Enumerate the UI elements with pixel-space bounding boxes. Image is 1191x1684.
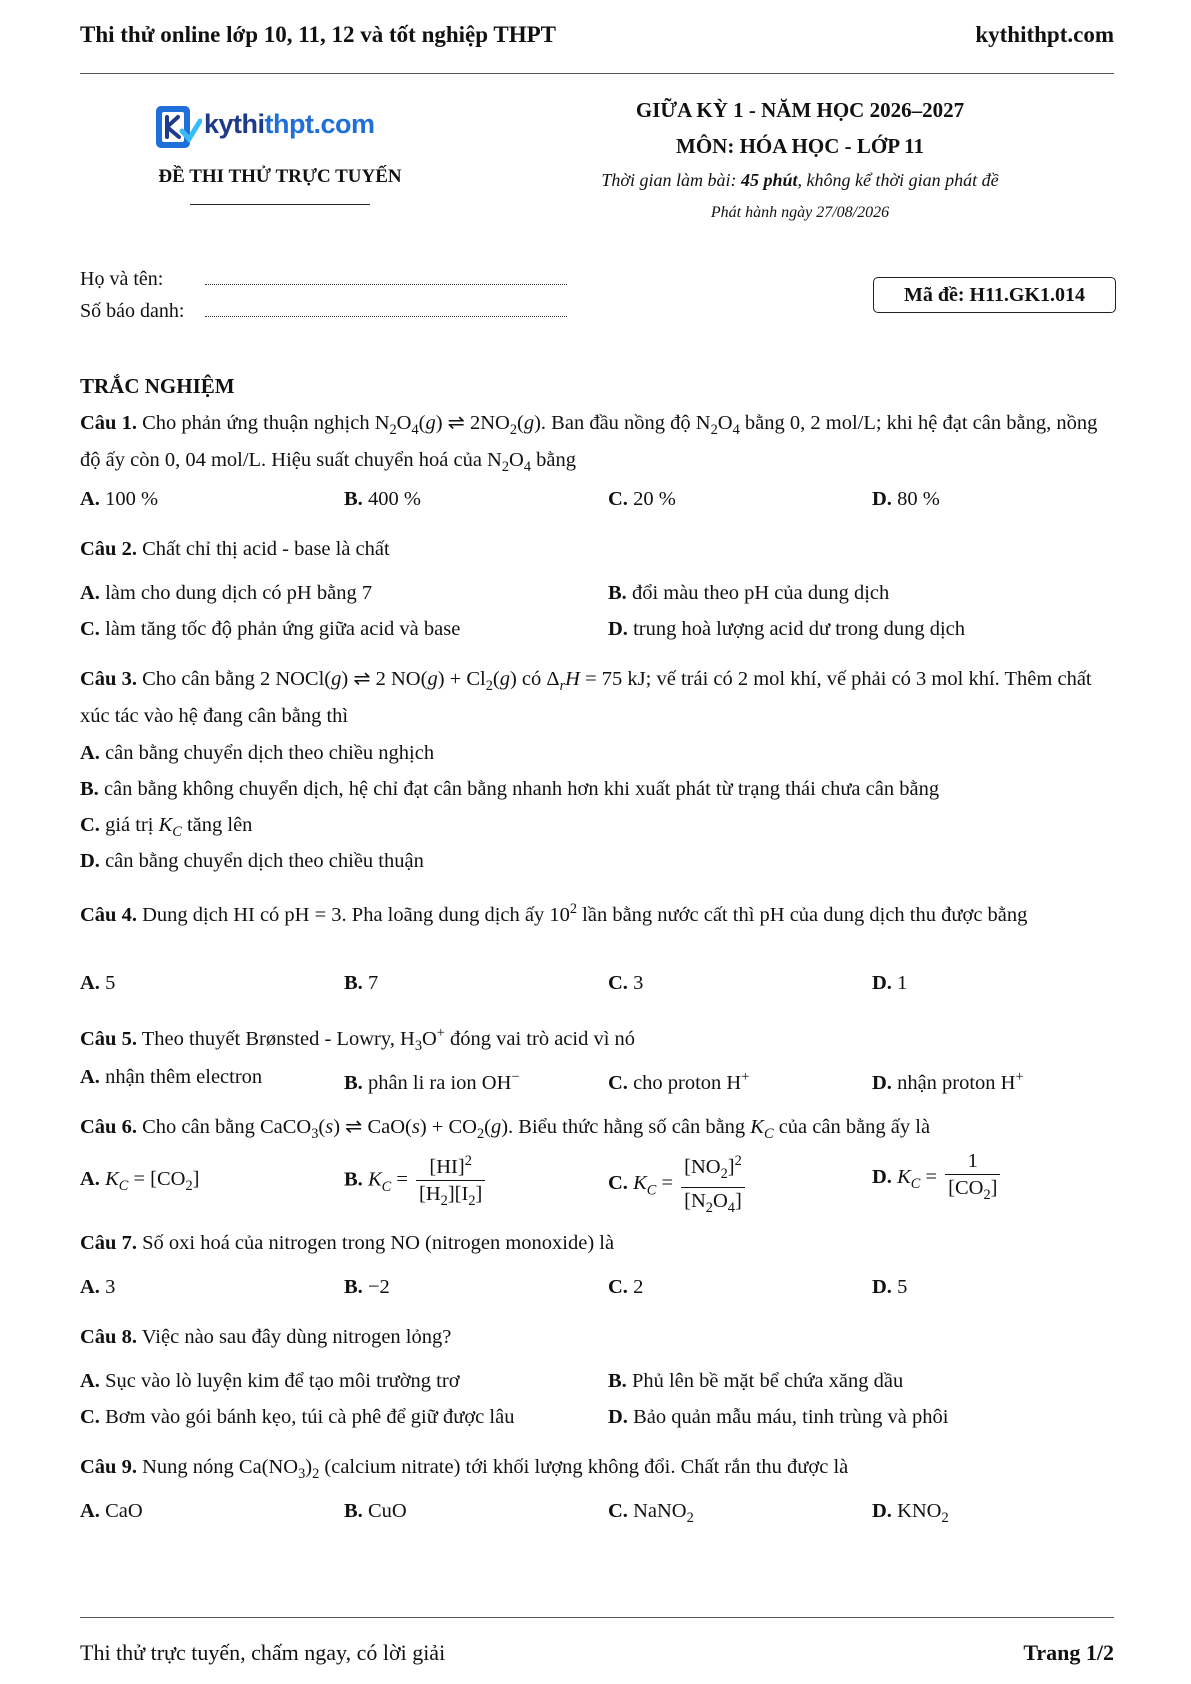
question-3: Câu 3. Cho cân bằng 2 NOCl(g) ⇌ 2 $NO(g) + Cl_2(g)$ có $\Delta_rH = 75$ kJ; vế trái có 2 mol khí, vế phải có 3 mol khí. Thêm chất xúc tác vào hệ đang cân bằng thì: [80, 668, 1092, 728]
student-name-field[interactable]: [205, 266, 567, 285]
q6-option-d[interactable]: D. $K_C$ = $\frac{1}{[CO_2]}$: [872, 1148, 1003, 1208]
question-9: Câu 9. Nung nóng $Ca(NO_3)_2$ (calcium nitrate) tới khối lượng không đổi. Chất rắn thu được là: [80, 1456, 849, 1483]
q8-option-d[interactable]: D. Bảo quản mẫu máu, tinh trùng và phôi: [608, 1406, 949, 1428]
q1-option-c[interactable]: C. 20 %: [608, 488, 676, 510]
logo-icon: [152, 103, 202, 153]
question-1: Câu 1. Cho phản ứng thuận nghịch $N_2O_4(g)$ ⇌ $2NO_2(g)$. Ban đầu nồng độ $N_2O_4$ bằng 0, 2 mol/L; khi hệ đạt cân bằng, nồng độ ấy còn 0, 04 mol/L. Hiệu suất chuyển hoá của $N_2O_4$ bằng: [80, 412, 1098, 476]
q8-option-c[interactable]: C. Bơm vào gói bánh kẹo, túi cà phê để giữ được lâu: [80, 1406, 515, 1428]
q4-option-c[interactable]: C. 3: [608, 972, 644, 994]
question-7: Câu 7. Số oxi hoá của nitrogen trong NO (nitrogen monoxide) là: [80, 1232, 615, 1254]
q2-option-a[interactable]: A. làm cho dung dịch có pH bằng 7: [80, 582, 373, 604]
student-name-label: Họ và tên:: [80, 268, 164, 290]
q4-option-d[interactable]: D. 1: [872, 972, 908, 994]
q5-option-b[interactable]: B. phân li ra ion OH−: [344, 1069, 520, 1094]
exam-subject: MÔN: HÓA HỌC - LỚP 11: [676, 134, 924, 158]
q5-option-d[interactable]: D. nhận proton H+: [872, 1069, 1024, 1094]
q9-option-b[interactable]: B. CuO: [344, 1500, 407, 1522]
q2-option-b[interactable]: B. đổi màu theo pH của dung dịch: [608, 582, 890, 604]
question-5: Câu 5. Theo thuyết Brønsted - Lowry, $H_3O^+$ đóng vai trò acid vì nó: [80, 1025, 636, 1054]
question-4: Câu 4. Dung dịch HI có pH = 3. Pha loãng dung dịch ấy $10^2$ lần bằng nước cất thì pH của dung dịch thu được bằng: [80, 901, 1028, 926]
online-exam-subtitle: ĐỀ THI THỬ TRỰC TUYẾN: [158, 166, 402, 187]
q2-option-c[interactable]: C. làm tăng tốc độ phản ứng giữa acid và base: [80, 618, 461, 640]
q9-option-d[interactable]: D. $KNO_2$: [872, 1500, 949, 1527]
student-id-label: Số báo danh:: [80, 300, 185, 322]
section-heading: TRẮC NGHIỆM: [80, 374, 235, 398]
q7-option-b[interactable]: B. −2: [344, 1276, 390, 1298]
page-header: [80, 22, 1114, 58]
q3-option-d[interactable]: D. cân bằng chuyển dịch theo chiều thuận: [80, 850, 424, 872]
q6-option-a[interactable]: A. $K_C = [CO_2]$: [80, 1168, 200, 1195]
question-2: Câu 2. Chất chỉ thị acid - base là chất: [80, 538, 390, 560]
q4-option-b[interactable]: B. 7: [344, 972, 379, 994]
footer-rule: [80, 1617, 1114, 1618]
q3-option-a[interactable]: A. cân bằng chuyển dịch theo chiều nghịch: [80, 742, 435, 764]
exam-code-badge: Mã đề: H11.GK1.014: [873, 277, 1116, 313]
student-id-field[interactable]: [205, 298, 567, 317]
site-logo: [152, 103, 412, 159]
q4-option-a[interactable]: A. 5: [80, 972, 116, 994]
q1-option-d[interactable]: D. 80 %: [872, 488, 940, 510]
student-id-row: [80, 298, 567, 323]
q6-option-c[interactable]: C. $K_C$ = $\frac{[NO_2]^2}{[N_2O_4]}$: [608, 1148, 748, 1221]
footer-tagline: Thi thử trực tuyến, chấm ngay, có lời giải: [80, 1640, 446, 1665]
q2-option-d[interactable]: D. trung hoà lượng acid dư trong dung dịch: [608, 618, 966, 640]
q5-option-a[interactable]: A. nhận thêm electron: [80, 1066, 263, 1088]
q9-option-a[interactable]: A. CaO: [80, 1500, 143, 1522]
q3-option-c[interactable]: C. giá trị $K_C$ tăng lên: [80, 814, 253, 841]
subtitle-underline: [190, 204, 370, 205]
page-number: Trang 1/2: [1023, 1640, 1114, 1665]
q3-option-b[interactable]: B. cân bằng không chuyển dịch, hệ chỉ đạt cân bằng nhanh hơn khi xuất phát từ trạng thái chưa cân bằng: [80, 778, 940, 800]
q1-option-b[interactable]: B. 400 %: [344, 488, 421, 510]
logo-wordmark: kythithpt.com: [204, 109, 375, 139]
header-left-text: Thi thử online lớp 10, 11, 12 và tốt nghiệp THPT: [80, 22, 556, 47]
exam-release-date: Phát hành ngày 27/08/2026: [710, 204, 890, 221]
q7-option-c[interactable]: C. 2: [608, 1276, 644, 1298]
q8-option-a[interactable]: A. Sục vào lò luyện kim để tạo môi trường trơ: [80, 1370, 460, 1392]
q6-option-b[interactable]: B. $K_C$ = $\frac{[HI]^2}{[H_2][I_2]}$: [344, 1148, 488, 1214]
q1-option-a[interactable]: A. 100 %: [80, 488, 159, 510]
question-8: Câu 8. Việc nào sau đây dùng nitrogen lỏng?: [80, 1326, 452, 1348]
header-site-link[interactable]: kythithpt.com: [975, 22, 1114, 47]
q7-option-d[interactable]: D. 5: [872, 1276, 908, 1298]
exam-time: Thời gian làm bài: 45 phút, không kể thời gian phát đề: [601, 170, 999, 190]
q5-option-c[interactable]: C. cho proton H+: [608, 1069, 750, 1094]
exam-title: GIỮA KỲ 1 - NĂM HỌC 2026–2027: [635, 98, 965, 122]
q9-option-c[interactable]: C. NaNO$_2$: [608, 1500, 694, 1527]
q8-option-b[interactable]: B. Phủ lên bề mặt bể chứa xăng dầu: [608, 1370, 904, 1392]
student-name-row: [80, 266, 567, 291]
header-rule: [80, 73, 1114, 74]
q7-option-a[interactable]: A. 3: [80, 1276, 116, 1298]
question-6: Câu 6. Cho cân bằng CaCO$_3$(s) ⇌ $CaO(s) + CO_2(g)$. Biểu thức hằng số cân bằng $K_C$ của cân bằng ấy là: [80, 1116, 931, 1143]
